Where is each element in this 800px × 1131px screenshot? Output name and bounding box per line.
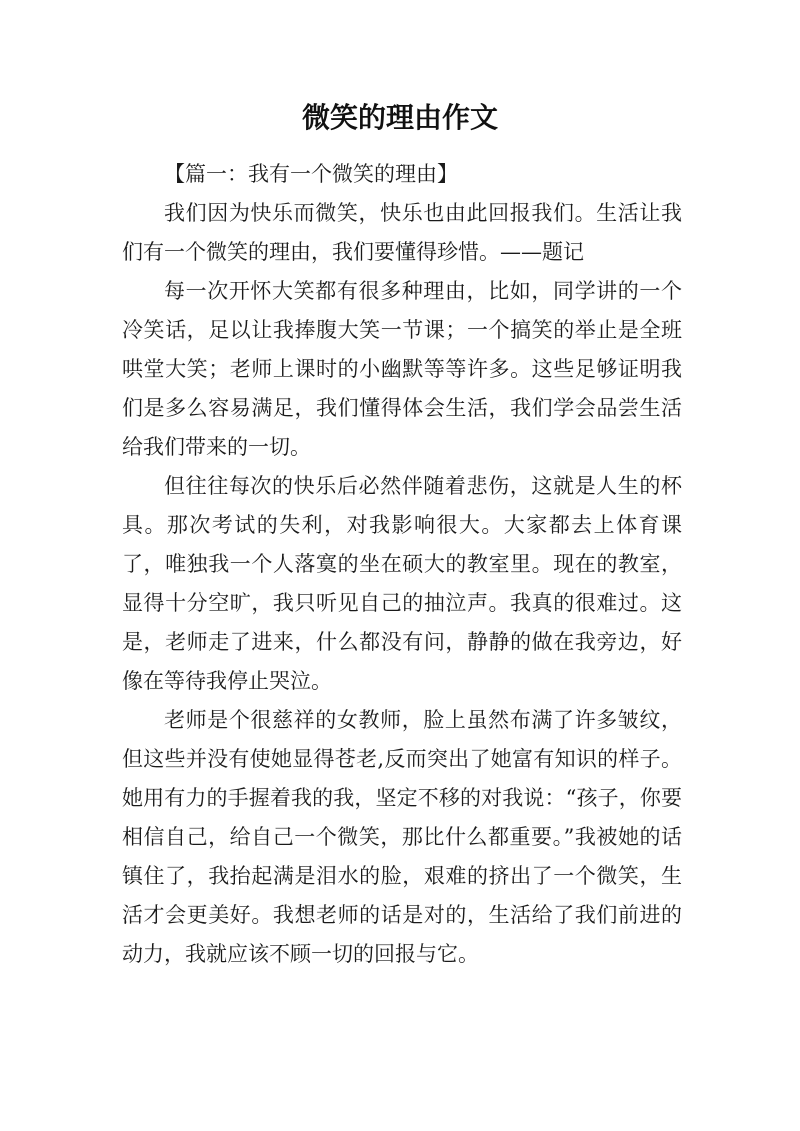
paragraph-epigraph: 我们因为快乐而微笑，快乐也由此回报我们。生活让我们有一个微笑的理由，我们要懂得珍惜。——题记: [122, 201, 682, 264]
paragraph-sadness: 但往往每次的快乐后必然伴随着悲伤，这就是人生的杯具。那次考试的失利，对我影响很大。大家都去上体育课了，唯独我一个人落寞的坐在硕大的教室里。现在的教室，显得十分空旷，我只听见自己的抽泣声。我真的很难过。这是，老师走了进来，什么都没有问，静静的做在我旁边，好像在等待我停止哭泣。: [122, 474, 682, 693]
document-body: [122, 155, 682, 974]
paragraph-teacher: 老师是个很慈祥的女教师，脸上虽然布满了许多皱纹，但这些并没有使她显得苍老,反而突出了她富有知识的样子。她用有力的手握着我的我，坚定不移的对我说：“孩子，你要相信自己，给自己一个微笑，那比什么都重要。”我被她的话镇住了，我抬起满是泪水的脸，艰难的挤出了一个微笑，生活才会更美好。我想老师的话是对的，生活给了我们前进的动力，我就应该不顾一切的回报与它。: [122, 708, 682, 966]
section-heading: 【篇一：我有一个微笑的理由】: [164, 162, 458, 186]
paragraph-reasons: 每一次开怀大笑都有很多种理由，比如，同学讲的一个冷笑话，足以让我捧腹大笑一节课；一个搞笑的举止是全班哄堂大笑；老师上课时的小幽默等等许多。这些足够证明我们是多么容易满足，我们懂得体会生活，我们学会品尝生活给我们带来的一切。: [122, 279, 682, 459]
document-title: 微笑的理由作文: [301, 101, 498, 134]
